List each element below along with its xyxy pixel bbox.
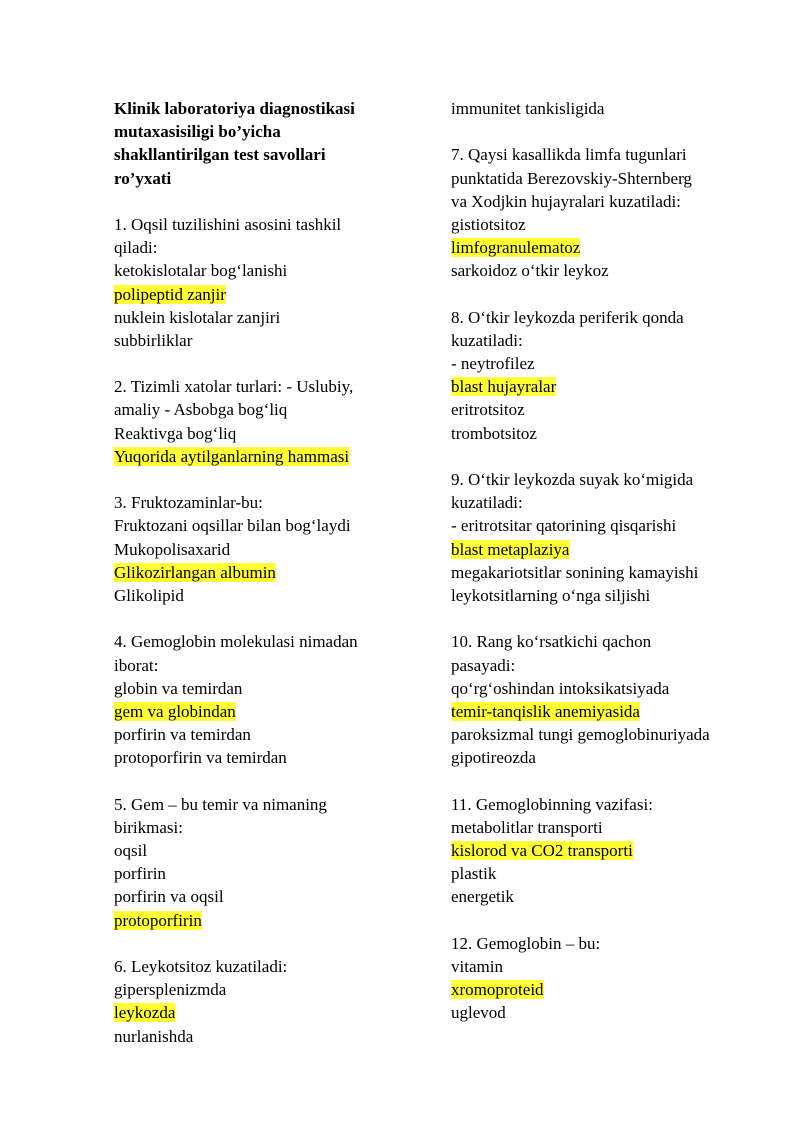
highlighted-answer: blast hujayralar [451,377,557,397]
question-text: kuzatiladi: [451,330,523,350]
question-1 [114,213,414,352]
question-11 [451,793,781,909]
title-line: shakllantirilgan test savollari [114,145,326,165]
answer-option [114,723,414,746]
correct-answer-option [114,700,414,723]
question-7 [451,143,781,282]
document-title [114,97,414,190]
question-6 [114,955,414,1048]
correct-answer-option [451,978,781,1001]
answer-option [451,398,781,421]
option-text: vitamin [451,956,503,976]
option-text: subbirliklar [114,330,193,350]
answer-option [114,746,414,769]
question-text: 4. Gemoglobin molekulasi nimadan [114,632,358,652]
question-text: 1. Oqsil tuzilishini asosini tashkil [114,214,342,234]
option-text: Glikolipid [114,585,184,605]
highlighted-answer: Glikozirlangan albumin [114,562,276,582]
answer-option [114,978,414,1001]
question-4 [114,630,414,769]
option-text: porfirin va temirdan [114,725,251,745]
option-text: plastik [451,864,497,884]
highlighted-answer: polipeptid zanjir [114,284,226,304]
question-6-continued [451,97,781,120]
title-line: mutaxasisiligi bo’yicha [114,122,281,142]
option-text: protoporfirin va temirdan [114,748,287,768]
option-text: gipersplenizmda [114,980,227,1000]
right-column [451,97,781,1048]
answer-option [114,885,414,908]
question-text: 2. Tizimli xatolar turlari: - Uslubiy, [114,377,354,397]
question-text: 12. Gemoglobin – bu: [451,933,601,953]
option-text: paroksizmal tungi gemoglobinuriyada [451,725,710,745]
option-text: ketokislotalar bog‘lanishi [114,261,288,281]
answer-option [451,213,781,236]
answer-option [451,862,781,885]
answer-option [451,584,781,607]
question-text: 9. O‘tkir leykozda suyak ko‘migida [451,470,694,489]
answer-option [451,723,781,746]
question-text: birikmasi: [114,817,183,837]
answer-option [114,422,414,445]
option-text: globin va temirdan [114,678,243,698]
question-8 [451,306,781,445]
option-text: - neytrofilez [451,354,535,374]
answer-option [114,329,414,352]
highlighted-answer: kislorod va CO2 transporti [451,841,633,860]
option-text: energetik [451,887,514,907]
option-text: gistiotsitoz [451,214,526,234]
highlighted-answer: leykozda [114,1003,176,1023]
correct-answer-option [451,236,781,259]
question-text: 5. Gem – bu temir va nimaning [114,794,327,814]
correct-answer-option [114,561,414,584]
question-text: punktatida Berezovskiy-Shternberg [451,168,692,188]
answer-option [451,746,781,769]
option-text: - eritrotsitar qatorining qisqarishi [451,516,677,536]
question-text: 6. Leykotsitoz kuzatiladi: [114,956,288,976]
answer-option [114,1025,414,1048]
correct-answer-option [451,538,781,561]
question-text: 8. O‘tkir leykozda periferik qonda [451,307,684,327]
title-line: Klinik laboratoriya diagnostikasi [114,99,355,118]
highlighted-answer: Yuqorida aytilganlarning hammasi [114,446,350,466]
option-text: Fruktozani oqsillar bilan bog‘laydi [114,516,351,536]
answer-option [451,885,781,908]
option-text: gipotireozda [451,748,536,768]
option-text: leykotsitlarning o‘nga siljishi [451,585,651,605]
option-text: porfirin [114,864,166,884]
answer-option [114,677,414,700]
answer-option [451,514,781,537]
answer-option [451,352,781,375]
question-9 [451,468,781,607]
answer-option [114,839,414,862]
answer-option [451,97,781,120]
question-text: qiladi: [114,238,158,258]
correct-answer-option [451,700,781,723]
left-column [114,97,414,1071]
option-text: megakariotsitlar sonining kamayishi [451,562,699,582]
answer-option [114,862,414,885]
question-10 [451,630,781,769]
correct-answer-option [114,445,414,468]
highlighted-answer: blast metaplaziya [451,539,570,559]
option-text: nuklein kislotalar zanjiri [114,307,281,327]
option-text: trombotsitoz [451,423,537,443]
question-text: 3. Fruktozaminlar-bu: [114,493,263,513]
highlighted-answer: protoporfirin [114,910,202,930]
question-text: kuzatiladi: [451,493,523,513]
option-text: sarkoidoz o‘tkir leykoz [451,261,609,281]
correct-answer-option [114,283,414,306]
answer-option [114,259,414,282]
option-text: immunitet tankisligida [451,99,605,118]
question-5 [114,793,414,932]
question-text: 11. Gemoglobinning vazifasi: [451,794,653,814]
answer-option [451,1001,781,1024]
option-text: nurlanishda [114,1026,194,1046]
option-text: qo‘rg‘oshindan intoksikatsiyada [451,678,670,698]
correct-answer-option [114,1001,414,1024]
option-text: metabolitlar transporti [451,817,603,837]
question-2 [114,375,414,468]
answer-option [114,538,414,561]
answer-option [451,259,781,282]
correct-answer-option [451,839,781,862]
highlighted-answer: gem va globindan [114,701,236,721]
highlighted-answer: limfogranulematoz [451,238,581,258]
answer-option [114,306,414,329]
question-3 [114,491,414,607]
highlighted-answer: temir-tanqislik anemiyasida [451,701,640,721]
answer-option [451,955,781,978]
correct-answer-option [451,375,781,398]
question-12 [451,932,781,1025]
question-text: amaliy - Asbobga bog‘liq [114,400,288,420]
correct-answer-option [114,909,414,932]
title-line: ro’yxati [114,168,172,188]
option-text: eritrotsitoz [451,400,525,420]
question-text: 10. Rang ko‘rsatkichi qachon [451,632,652,652]
option-text: Mukopolisaxarid [114,539,231,559]
answer-option [114,514,414,537]
option-text: Reaktivga bog‘liq [114,423,237,443]
question-text: iborat: [114,655,159,675]
option-text: uglevod [451,1003,506,1023]
question-text: 7. Qaysi kasallikda limfa tugunlari [451,145,687,165]
option-text: oqsil [114,841,148,860]
question-text: pasayadi: [451,655,516,675]
answer-option [451,422,781,445]
highlighted-answer: xromoproteid [451,980,544,1000]
answer-option [451,561,781,584]
question-text: va Xodjkin hujayralari kuzatiladi: [451,191,681,211]
answer-option [114,584,414,607]
answer-option [451,816,781,839]
answer-option [451,677,781,700]
option-text: porfirin va oqsil [114,887,224,907]
